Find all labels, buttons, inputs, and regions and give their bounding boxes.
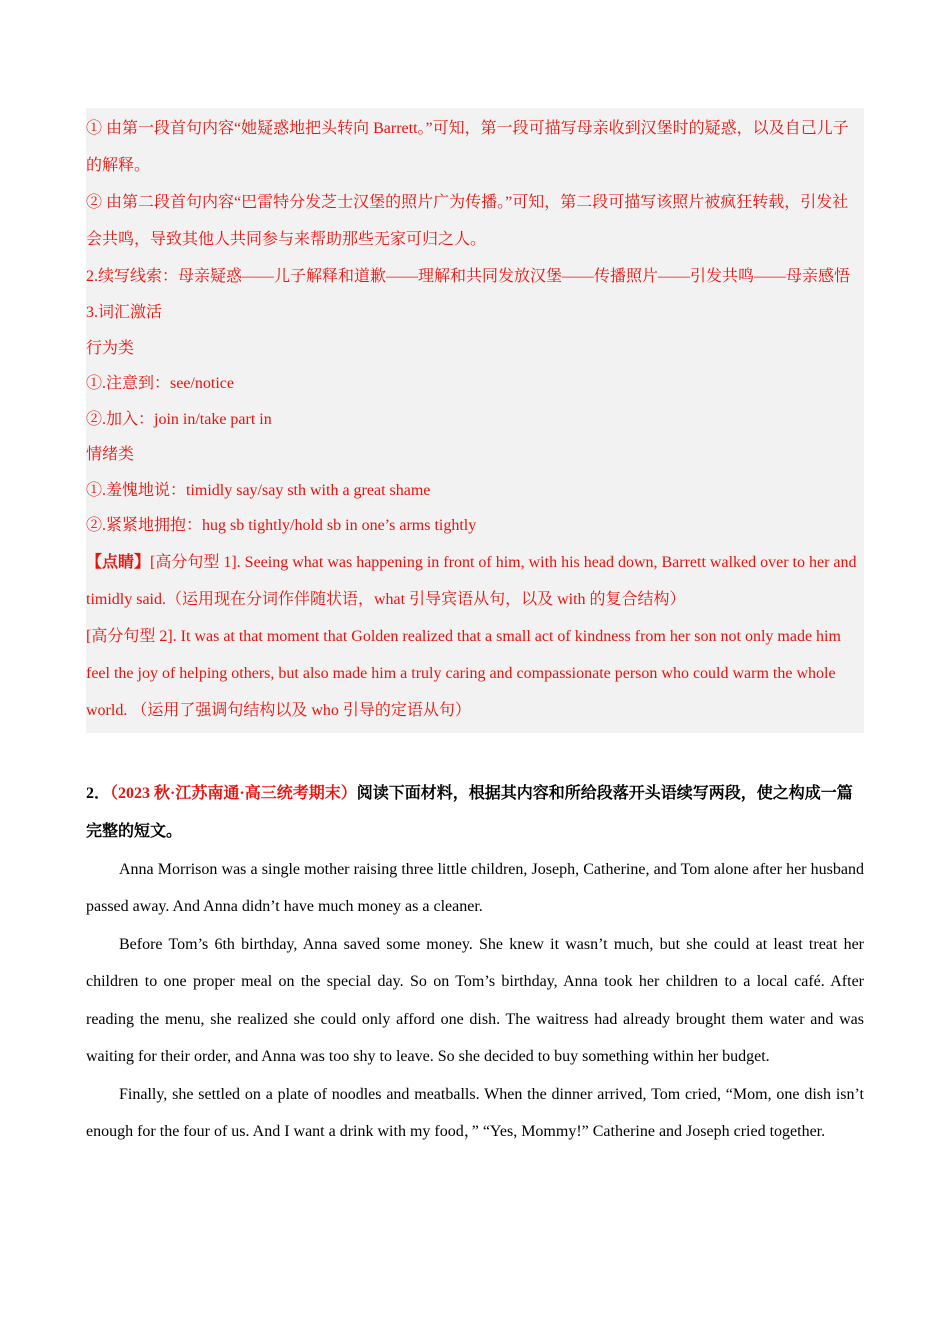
highlight-sentence-1-text: [高分句型 1]. Seeing what was happening in front of him, with his head down, Barrett walked over to her and timidly said.（运用现在分词作伴随状语，what 引导宾语从句，以及 with 的复合结构） <box>86 553 857 608</box>
question-number: 2． <box>86 784 111 802</box>
highlight-label: 【点睛】 <box>86 553 151 571</box>
analysis-point-2: ② 由第二段首句内容“巴雷特分发芝士汉堡的照片广为传播。”可知，第二段可描写该照片被疯狂转载，引发社会共鸣，导致其他人共同参与来帮助那些无家可归之人。 <box>86 194 849 248</box>
question-2 <box>86 775 864 1151</box>
behavior-item-1: ①.注意到：see/notice <box>86 375 234 392</box>
document-page <box>86 108 864 1151</box>
highlight-sentence-1 <box>86 544 864 618</box>
passage-paragraph-3: Finally, she settled on a plate of noodles and meatballs. When the dinner arrived, Tom cried, “Mom, one dish isn’t enough for the four of us. And I want a drink with my food，” “Yes, Mommy!” Catherine and Joseph cried together. <box>86 1085 864 1140</box>
question-2-heading <box>86 775 864 851</box>
analysis-point-1: ① 由第一段首句内容“她疑惑地把头转向 Barrett。”可知，第一段可描写母亲收到汉堡时的疑惑，以及自己儿子的解释。 <box>86 120 849 174</box>
emotion-item-2: ②.紧紧地拥抱：hug sb tightly/hold sb in one’s arms tightly <box>86 517 477 534</box>
continuation-clue: 2.续写线索：母亲疑惑——儿子解释和道歉——理解和共同发放汉堡——传播照片——引发共鸣——母亲感悟 <box>86 268 851 285</box>
vocab-title: 3.词汇激活 <box>86 304 163 321</box>
emotion-item-1: ①.羞愧地说：timidly say/say sth with a great shame <box>86 481 431 499</box>
question-source: （2023 秋·江苏南通·高三统考期末） <box>110 784 357 802</box>
passage-paragraph-2: Before Tom’s 6th birthday, Anna saved some money. She knew it wasn’t much, but she could at least treat her children to one proper meal on the special day. So on Tom’s birthday, Anna took her children to a local café. After reading the menu, she realized she could only afford one dish. The waitress had already brought them water and was waiting for their order, and Anna was too shy to leave. So she decided to buy something within her budget. <box>86 935 864 1065</box>
behavior-item-2: ②.加入：join in/take part in <box>86 410 272 428</box>
question-instruction: 阅读下面材料，根据其内容和所给段落开头语续写两段，使之构成一篇完整的短文。 <box>86 784 853 840</box>
emotion-label: 情绪类 <box>86 446 135 463</box>
behavior-label: 行为类 <box>86 339 135 357</box>
highlight-sentence-2: [高分句型 2]. It was at that moment that Golden realized that a small act of kindness from her son not only made him feel the joy of helping others, but also made him a truly caring and compassionate person who could warm the whole world. （运用了强调句结构以及 who 引导的定语从句） <box>86 627 841 719</box>
passage-paragraph-1: Anna Morrison was a single mother raising three little children, Joseph, Catherine, and Tom alone after her husband passed away. And Anna didn’t have much money as a cleaner. <box>86 860 864 915</box>
answer-analysis-box <box>86 108 864 733</box>
